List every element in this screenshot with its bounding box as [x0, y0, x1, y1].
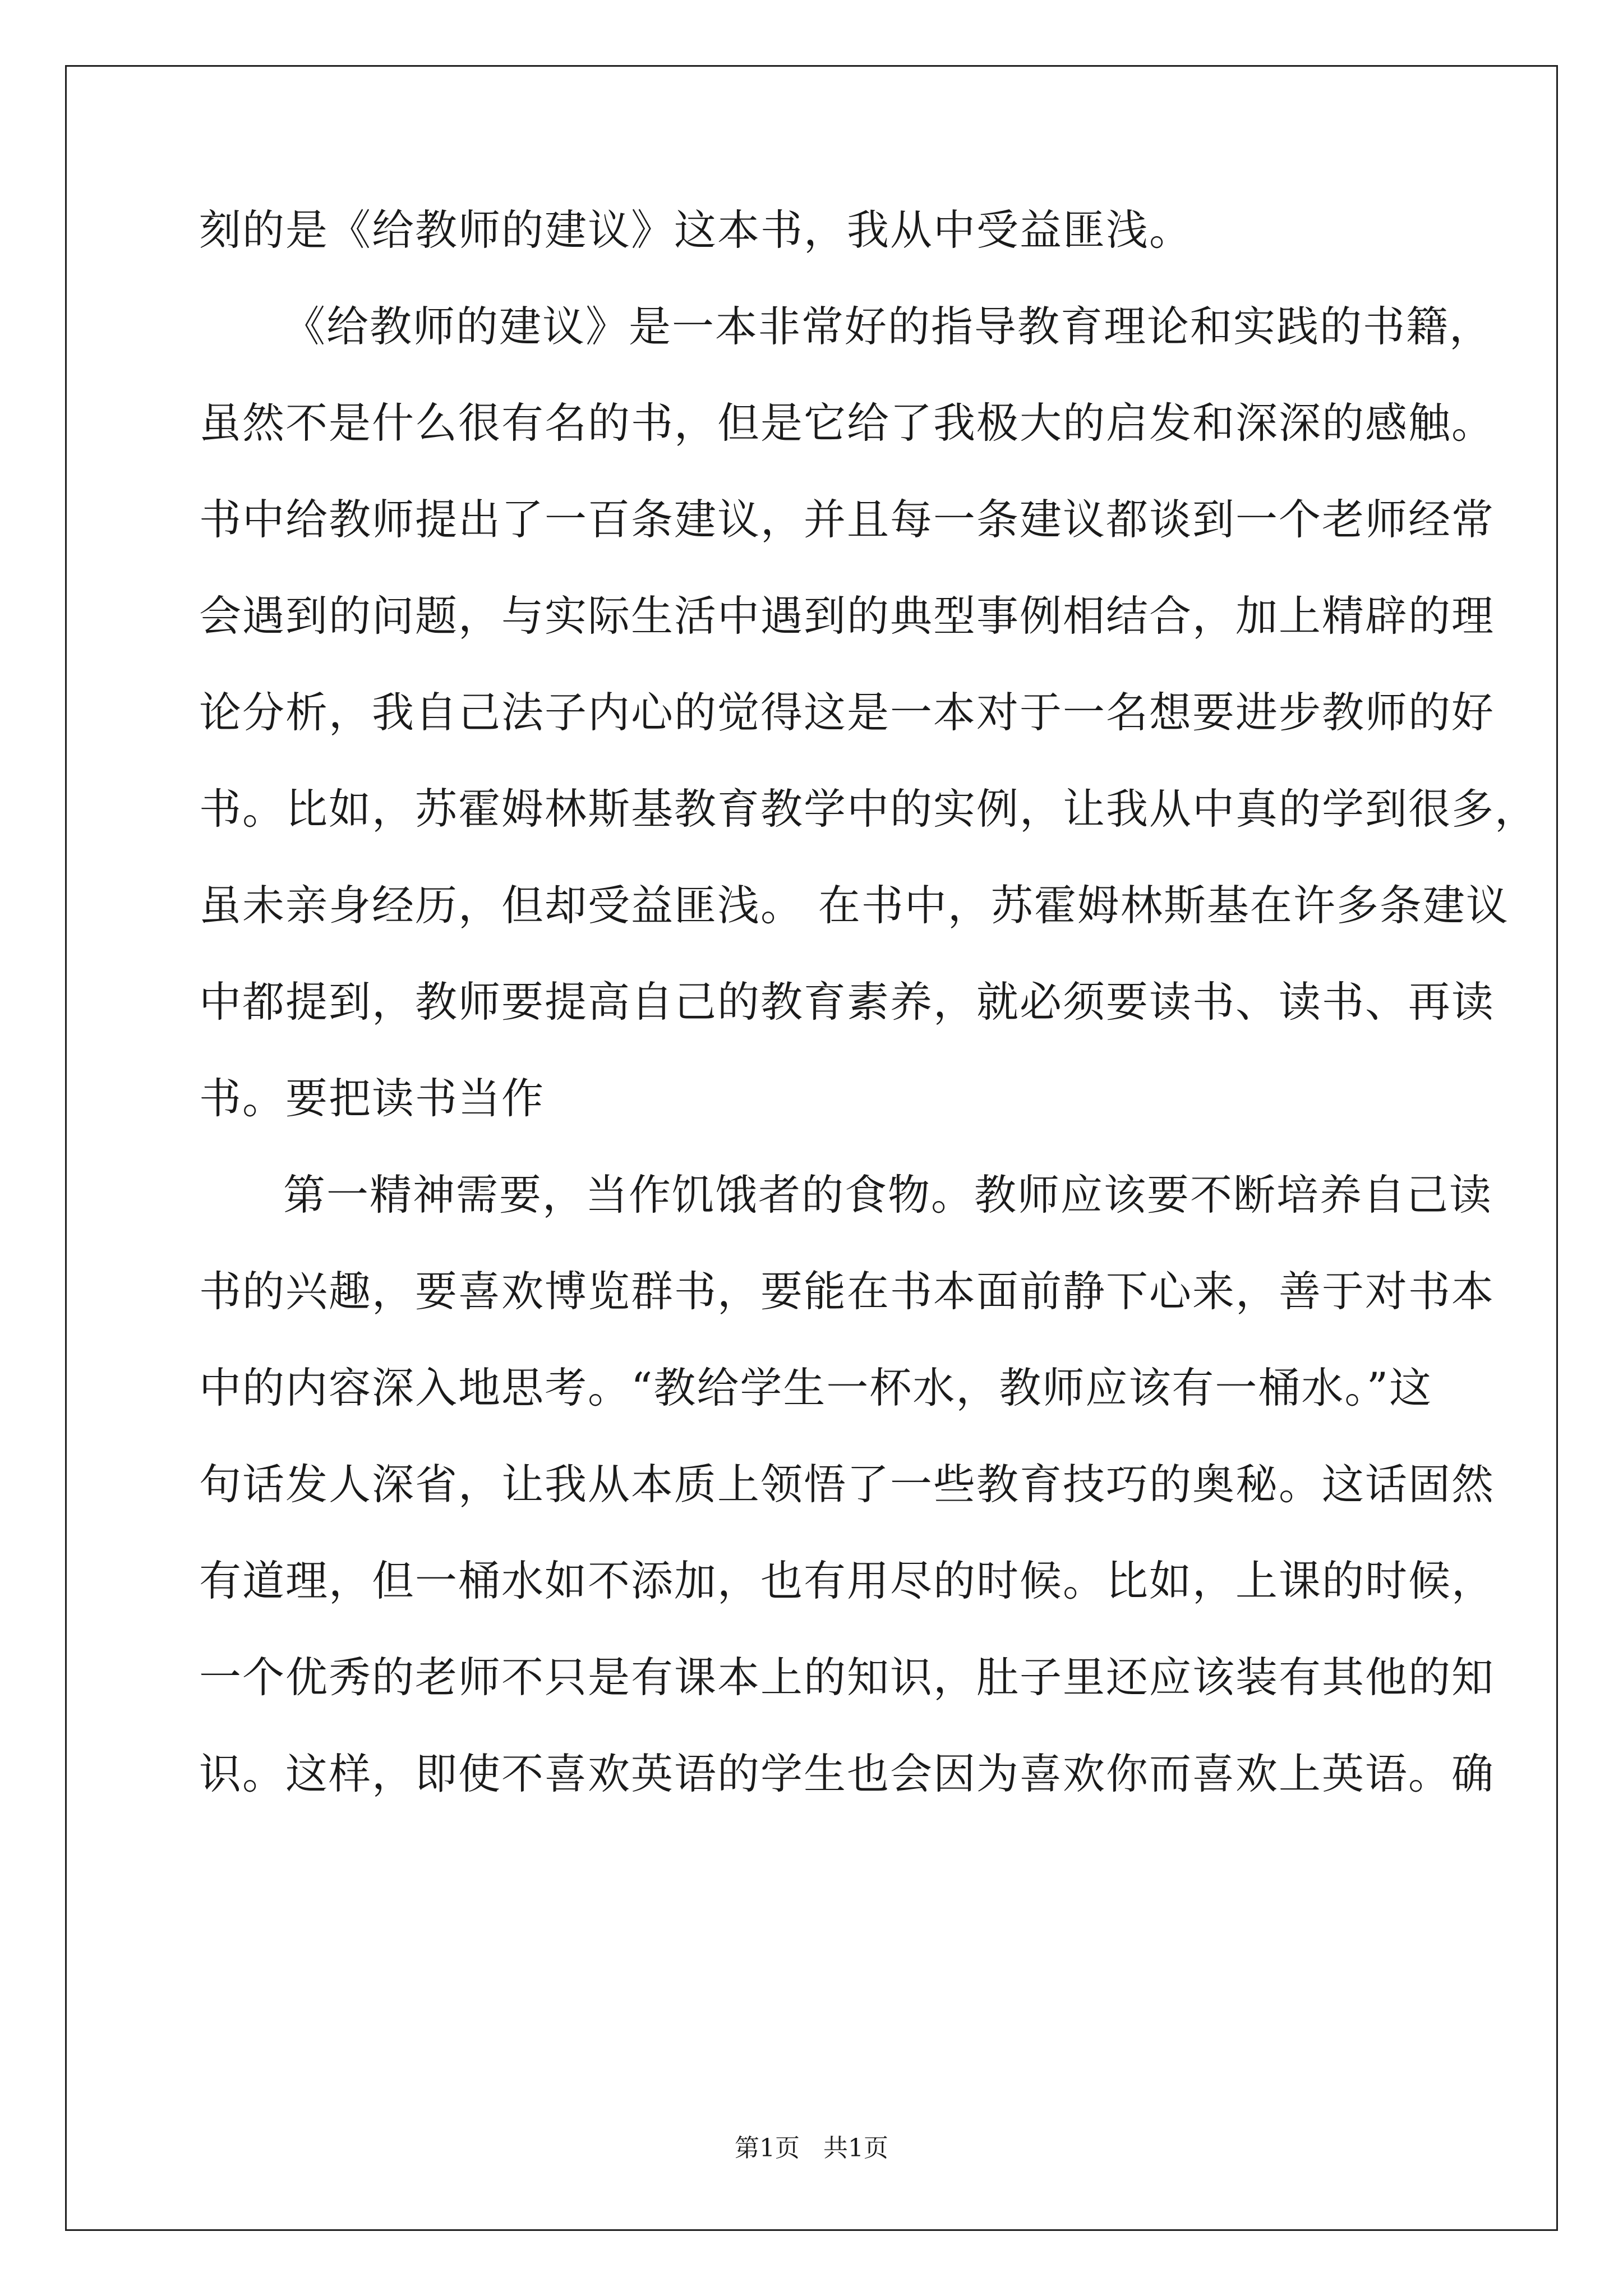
text-line: 书。比如，苏霍姆林斯基教育教学中的实例，让我从中真的学到很多， [199, 784, 1538, 834]
text-line: 书。要把读书当作 [199, 1074, 545, 1123]
text-line: 刻的是《给教师的建议》这本书，我从中受益匪浅。 [199, 205, 1193, 255]
text-line: 虽未亲身经历，但却受益匪浅。 在书中，苏霍姆林斯基在许多条建议 [199, 881, 1509, 930]
page-border [65, 65, 1558, 2231]
text-line: 一个优秀的老师不只是有课本上的知识，肚子里还应该装有其他的知 [199, 1653, 1495, 1702]
text-line: 有道理，但一桶水如不添加，也有用尽的时候。比如，上课的时候， [199, 1556, 1495, 1605]
text-line: 中都提到，教师要提高自己的教育素养，就必须要读书、读书、再读 [199, 977, 1495, 1027]
text-line: 论分析，我自己法子内心的觉得这是一本对于一名想要进步教师的好 [199, 688, 1495, 737]
text-line: 书中给教师提出了一百条建议，并且每一条建议都谈到一个老师经常 [199, 495, 1495, 544]
paragraph-first-line: 第一精神需要，当作饥饿者的食物。教师应该要不断培养自己读 [283, 1170, 1493, 1220]
text-line: 虽然不是什么很有名的书，但是它给了我极大的启发和深深的感触。 [199, 398, 1495, 448]
text-line: 中的内容深入地思考。“教给学生一杯水，教师应该有一桶水。”这 [199, 1363, 1433, 1412]
text-line: 句话发人深省，让我从本质上领悟了一些教育技巧的奥秘。这话固然 [199, 1460, 1495, 1509]
page-footer: 第1页 共1页 [735, 2134, 888, 2162]
text-line: 书的兴趣，要喜欢博览群书，要能在书本面前静下心来，善于对书本 [199, 1267, 1495, 1316]
text-line: 识。这样，即使不喜欢英语的学生也会因为喜欢你而喜欢上英语。确 [199, 1749, 1495, 1798]
text-line: 会遇到的问题，与实际生活中遇到的典型事例相结合，加上精辟的理 [199, 591, 1495, 641]
paragraph-first-line: 《给教师的建议》是一本非常好的指导教育理论和实践的书籍， [283, 302, 1493, 351]
